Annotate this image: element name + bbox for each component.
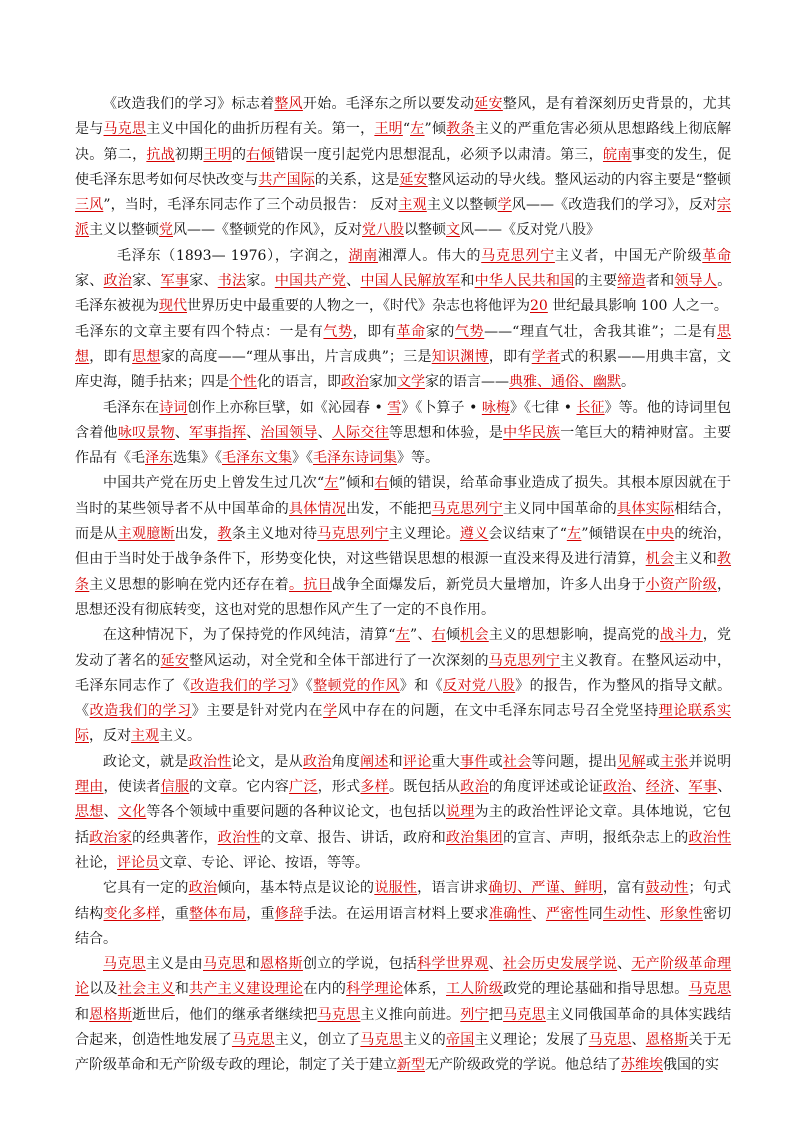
- keyword-link[interactable]: 左: [324, 475, 339, 492]
- text-run: 体系，: [403, 981, 447, 998]
- keyword-link[interactable]: 马克思: [317, 1006, 361, 1023]
- text-run: ，重: [246, 905, 275, 922]
- keyword-link[interactable]: 新型: [397, 1057, 425, 1074]
- keyword-link[interactable]: 鼓动性: [645, 880, 689, 897]
- keyword-link[interactable]: 政治性: [688, 829, 732, 846]
- keyword-link[interactable]: 恩格斯: [260, 956, 303, 973]
- keyword-link[interactable]: 学: [323, 703, 338, 720]
- text-run: 风中存在的问题，在文中毛泽东同志号召全党坚持: [337, 703, 659, 720]
- text-run: 》主要是针对党内在: [191, 703, 324, 720]
- keyword-link[interactable]: 教条: [75, 551, 732, 593]
- keyword-link[interactable]: 改造我们的学习: [89, 703, 192, 720]
- keyword-link[interactable]: 右: [374, 475, 389, 492]
- text-run: 逝世后，他们的继承者继续把: [132, 1006, 318, 1023]
- paragraph-5: [75, 471, 731, 623]
- keyword-link[interactable]: 主观: [131, 728, 159, 745]
- keyword-link[interactable]: 泽东: [145, 450, 173, 467]
- text-run: 事变的发生，促使毛泽东思考如何尽快改变与: [75, 146, 732, 188]
- text-run: 》等。他的诗词里包含着他: [75, 399, 732, 441]
- text-run: 以整顿: [404, 222, 446, 239]
- paragraph-1: [75, 92, 731, 244]
- keyword-link[interactable]: 政治集团: [445, 829, 504, 846]
- keyword-link[interactable]: 气势: [454, 323, 485, 340]
- text-run: 的主要: [574, 273, 618, 290]
- keyword-link[interactable]: 书法: [217, 273, 247, 290]
- keyword-link[interactable]: 理论联系实际: [75, 703, 732, 745]
- text-run: 主义中国化的曲折历程有关。第一，: [146, 121, 375, 138]
- keyword-link[interactable]: 说理: [445, 804, 475, 821]
- text-run: 无产阶级政党的学说。他总结了: [425, 1057, 621, 1074]
- keyword-link[interactable]: 中国共产党: [274, 273, 347, 290]
- text-run: 家加: [369, 374, 397, 391]
- text-run: 、: [531, 905, 546, 922]
- keyword-link[interactable]: 整风: [274, 96, 303, 112]
- keyword-link[interactable]: 领导人: [674, 273, 718, 290]
- keyword-link[interactable]: 现代: [159, 298, 187, 315]
- text-run: 。既包括从: [388, 779, 461, 796]
- keyword-link[interactable]: 事件: [460, 753, 489, 770]
- text-run: 出发，: [174, 526, 218, 543]
- text-run: 、: [645, 905, 661, 922]
- text-run: ，使读者: [103, 779, 161, 796]
- keyword-link[interactable]: 。抗日: [289, 576, 332, 593]
- keyword-link[interactable]: 马克思: [103, 121, 147, 138]
- keyword-link[interactable]: 中国人民解放军: [360, 273, 461, 290]
- text-run: 主义的: [403, 1031, 446, 1048]
- text-run: 、: [346, 273, 361, 290]
- keyword-link[interactable]: 知识渊博: [431, 348, 489, 365]
- text-run: 出发，不能把: [346, 500, 432, 517]
- keyword-link[interactable]: 咏叹景物: [117, 424, 175, 441]
- text-run: 家、: [132, 273, 161, 290]
- text-run: 论文，是从: [231, 753, 303, 770]
- paragraph-9: [75, 952, 731, 1078]
- keyword-link[interactable]: 改造我们的学习: [190, 677, 292, 694]
- keyword-link[interactable]: 思想: [132, 348, 161, 365]
- keyword-link[interactable]: 评论员: [117, 854, 159, 871]
- text-run: 中国共产党在历史上曾发生过几次“: [103, 475, 325, 492]
- keyword-link[interactable]: 理由: [75, 779, 104, 796]
- text-run: 》《卜算子 •: [401, 399, 482, 416]
- keyword-link[interactable]: 反对党八股: [443, 677, 516, 694]
- text-run: 的文章。它内容: [189, 779, 290, 796]
- keyword-link[interactable]: 军事: [688, 779, 718, 796]
- text-run: 为主的政治性评论文章。具体地说，它包括: [75, 804, 732, 846]
- keyword-link[interactable]: 王明: [203, 146, 232, 163]
- text-run: 等思想和体验，是: [388, 424, 504, 441]
- keyword-link[interactable]: 主观: [398, 197, 427, 214]
- keyword-link[interactable]: 说服性: [374, 880, 418, 897]
- text-run: 并说明: [688, 753, 732, 770]
- keyword-link[interactable]: 马克思: [202, 956, 246, 973]
- text-run: 主义以整顿: [426, 197, 498, 214]
- keyword-link[interactable]: 中央: [645, 526, 675, 543]
- text-run: 、: [631, 779, 646, 796]
- keyword-link[interactable]: 社会历史发展学说: [502, 956, 618, 973]
- text-run: 世纪最具影响 100 人之一。: [547, 298, 728, 315]
- text-run: 或: [488, 753, 503, 770]
- keyword-link[interactable]: 马克思: [503, 1006, 546, 1023]
- keyword-link[interactable]: 变化多样: [103, 905, 161, 922]
- text-run: 一笔巨大的精神财富。主要作品有《毛: [75, 424, 732, 467]
- text-run: 选集》《: [173, 450, 222, 467]
- text-run: 者和: [645, 273, 675, 290]
- keyword-link[interactable]: 信服: [160, 779, 190, 796]
- keyword-link[interactable]: 右倾: [246, 146, 275, 163]
- keyword-link[interactable]: 马克思列宁: [431, 500, 504, 517]
- keyword-link[interactable]: 咏梅: [481, 399, 510, 416]
- keyword-link[interactable]: 政治: [103, 273, 133, 290]
- text-run: “: [402, 121, 411, 138]
- text-run: ”、: [410, 627, 432, 644]
- text-run: ，即有: [89, 348, 133, 365]
- text-run: 手法。在运用语言材料上要求: [303, 905, 489, 922]
- text-run: 社论，: [75, 854, 117, 871]
- keyword-link[interactable]: 军事: [160, 273, 190, 290]
- text-run: 等问题，提出: [531, 753, 618, 770]
- keyword-link[interactable]: 社会: [502, 753, 532, 770]
- keyword-link[interactable]: 准确性: [488, 905, 532, 922]
- text-run: 整风，是有着深刻历史背景的，尤其是与: [75, 96, 732, 138]
- keyword-link[interactable]: 科学理论: [346, 981, 404, 998]
- keyword-link[interactable]: 形象性: [660, 905, 703, 922]
- text-run: 主义推向前进。: [360, 1006, 461, 1023]
- text-run: 》《: [292, 450, 313, 467]
- text-run: 关于无产阶级革命和无产阶级专政的理论，制定了关于建立: [75, 1031, 732, 1074]
- keyword-link[interactable]: 湖南: [348, 247, 379, 264]
- keyword-link[interactable]: 具体情况: [289, 500, 347, 517]
- keyword-link[interactable]: 毛泽东文集: [222, 450, 292, 467]
- text-run: 》的报告，作为整风的指导文献。《: [75, 677, 732, 720]
- text-run: ”倾: [424, 121, 447, 138]
- keyword-link[interactable]: 气势: [323, 323, 353, 340]
- text-run: 把: [488, 1006, 504, 1023]
- text-run: 风——《反对党八股》: [460, 222, 600, 239]
- text-run: 开始。毛泽东之所以要发动: [302, 96, 475, 112]
- text-run: 、: [631, 1031, 646, 1048]
- text-run: 和: [388, 753, 403, 770]
- text-run: 倾的错误，给革命事业造成了损失。其根本原因就在于当时的某些领导者不从中国革命的: [75, 475, 731, 517]
- keyword-link[interactable]: 长征: [576, 399, 605, 416]
- text-run: 、: [488, 956, 503, 973]
- paragraph-6: [75, 623, 731, 749]
- keyword-link[interactable]: 列宁: [460, 1006, 489, 1023]
- text-run: 式的积累——用典丰富，文库史海，随手拈来；四是: [75, 348, 732, 391]
- keyword-link[interactable]: 见解: [617, 753, 646, 770]
- keyword-link[interactable]: 政治性: [217, 829, 261, 846]
- paragraph-7: [75, 750, 731, 876]
- text-run: 、: [717, 779, 732, 796]
- text-run: 和: [460, 273, 475, 290]
- text-run: 、: [246, 424, 261, 441]
- text-run: 风——《改造我们的学习》，反对: [511, 197, 718, 214]
- keyword-link[interactable]: 延安: [399, 171, 428, 188]
- keyword-link[interactable]: 皖南: [602, 146, 632, 163]
- text-run: 主义，创立了: [274, 1031, 361, 1048]
- text-run: 创立的学说，包括: [302, 956, 418, 973]
- text-run: 》《: [291, 677, 314, 694]
- text-run: ，即有: [352, 323, 397, 340]
- keyword-link[interactable]: 恩格斯: [645, 1031, 689, 1048]
- text-run: 、: [674, 779, 689, 796]
- keyword-link[interactable]: 主观臆断: [117, 526, 175, 543]
- text-run: 。: [621, 374, 635, 391]
- text-run: 。毛泽东被视为: [75, 273, 732, 315]
- text-run: 家、: [75, 273, 104, 290]
- text-run: 《改造我们的学习》标志着: [103, 96, 275, 112]
- keyword-link[interactable]: 毛泽东诗词集: [313, 450, 397, 467]
- keyword-link[interactable]: 机会: [460, 627, 489, 644]
- keyword-link[interactable]: 战斗力: [659, 627, 703, 644]
- keyword-link[interactable]: 左: [410, 121, 425, 138]
- text-run: 主义的思想影响，提高党的: [488, 627, 660, 644]
- text-run: 等各个领域中重要问题的各种议论文，也包括以: [146, 804, 446, 821]
- text-run: 毛泽东（1893— 1976），字润之，: [117, 247, 349, 264]
- keyword-link[interactable]: 右: [431, 627, 446, 644]
- keyword-link[interactable]: 政治: [302, 753, 332, 770]
- text-run: ，反对: [89, 728, 131, 745]
- text-run: 、: [174, 424, 190, 441]
- keyword-link[interactable]: 三风: [75, 197, 104, 214]
- text-run: ——“理直气壮，舍我其谁”；二是有: [484, 323, 718, 340]
- text-run: 主义教育。在整风运动中，毛泽东同志作了《: [75, 652, 732, 694]
- text-run: 政党的理论基础和指导思想。: [503, 981, 689, 998]
- keyword-link[interactable]: 遵义: [459, 526, 489, 543]
- keyword-link[interactable]: 军事指挥: [189, 424, 247, 441]
- keyword-link[interactable]: 苏维埃: [621, 1057, 663, 1074]
- text-run: 相结合，而是从: [75, 500, 732, 543]
- keyword-link[interactable]: 思想: [75, 323, 732, 365]
- text-run: 文章、专论、评论、按语，等等。: [159, 854, 369, 871]
- text-run: 、: [317, 424, 332, 441]
- keyword-link[interactable]: 经济: [645, 779, 675, 796]
- text-run: 主义同俄国革命的具体实践结合起来，创造性地发展了: [75, 1006, 732, 1048]
- text-run: 角度: [331, 753, 361, 770]
- text-run: 、: [617, 956, 632, 973]
- keyword-link[interactable]: 马克思: [588, 1031, 632, 1048]
- keyword-link[interactable]: 人际交往: [331, 424, 389, 441]
- keyword-link[interactable]: 学: [497, 197, 512, 214]
- keyword-link[interactable]: 宗派: [75, 197, 732, 239]
- keyword-link[interactable]: 共产国际: [258, 171, 315, 188]
- text-run: 化的语言，即: [257, 374, 341, 391]
- text-run: 风——《整顿党的作风》，反对: [173, 222, 362, 239]
- keyword-link[interactable]: 政治: [602, 779, 632, 796]
- text-run: ”，当时，毛泽东同志作了三个动员报告： 反对: [103, 197, 399, 214]
- text-run: 初期: [174, 146, 204, 163]
- keyword-link[interactable]: 政治家: [89, 829, 133, 846]
- text-run: 和: [245, 956, 261, 973]
- text-run: 倾向，基本特点是议论的: [217, 880, 375, 897]
- text-run: ”倾错误在: [581, 526, 646, 543]
- text-run: 主义思想的影响在党内还存在着: [89, 576, 290, 593]
- text-run: 家。: [246, 273, 275, 290]
- keyword-link[interactable]: 马克思列宁: [317, 526, 389, 543]
- keyword-link[interactable]: 延安: [160, 652, 190, 669]
- keyword-link[interactable]: 雪: [387, 399, 402, 416]
- keyword-link[interactable]: 中华民族: [503, 424, 561, 441]
- keyword-link[interactable]: 共产主义建设理论: [189, 981, 304, 998]
- text-run: 家的高度——“理从事出，片言成典”；三是: [160, 348, 432, 365]
- text-run: 同: [588, 905, 603, 922]
- text-run: 的: [231, 146, 247, 163]
- text-run: ”倾和: [338, 475, 375, 492]
- text-run: 或: [645, 753, 660, 770]
- keyword-link[interactable]: 诗词: [159, 399, 188, 416]
- keyword-link[interactable]: 马克思: [688, 981, 732, 998]
- text-run: 的宣言、声明，报纸杂志上的: [503, 829, 689, 846]
- text-run: 世界历史中最重要的人物之一，《时代》杂志也将他评为: [187, 298, 530, 315]
- text-run: 以及: [89, 981, 118, 998]
- text-run: 和: [174, 981, 190, 998]
- keyword-link[interactable]: 缔造: [617, 273, 646, 290]
- text-run: 主义的严重危害必须从思想路线上彻底解决。第二，: [75, 121, 732, 163]
- text-run: 的统治，但由于当时处于战争条件下，形势变化快，对这些错误思想的根源一直没来得及进行清算，: [75, 526, 732, 568]
- text-run: ，富有: [602, 880, 646, 897]
- keyword-link[interactable]: 文: [446, 222, 460, 239]
- text-run: 家的: [425, 323, 455, 340]
- keyword-link[interactable]: 王明: [374, 121, 403, 138]
- text-run: ，语言讲求: [417, 880, 489, 897]
- text-run: 会议结束了“: [488, 526, 567, 543]
- text-run: 》《七律 •: [509, 399, 577, 416]
- keyword-link[interactable]: 整体布局: [189, 905, 247, 922]
- keyword-link[interactable]: 马克思列宁: [488, 652, 561, 669]
- keyword-link[interactable]: 左: [566, 526, 582, 543]
- keyword-link[interactable]: 中华人民共和国: [474, 273, 575, 290]
- keyword-link[interactable]: 恩格斯: [89, 1006, 133, 1023]
- text-run: 家的语言——: [425, 374, 509, 391]
- text-run: 湘潭人。伟大的: [378, 247, 482, 264]
- document-body: [75, 92, 731, 1079]
- text-run: 俄国的实: [663, 1057, 719, 1074]
- keyword-link[interactable]: 左: [395, 627, 410, 644]
- keyword-link[interactable]: 党: [159, 222, 173, 239]
- text-run: ，思想还没有彻底转变，这也对党的思想作风产生了一定的不良作用。: [75, 576, 732, 618]
- keyword-link[interactable]: 评论: [402, 753, 432, 770]
- keyword-link[interactable]: 延安: [474, 96, 503, 112]
- keyword-link[interactable]: 个性: [229, 374, 257, 391]
- text-run: 和: [75, 1006, 90, 1023]
- text-run: 的文章、报告、讲话，政府和: [260, 829, 446, 846]
- paragraph-2: [75, 244, 731, 320]
- keyword-link[interactable]: 多样: [360, 779, 389, 796]
- text-run: 整风运动的导火线。整风运动的内容主要是“整顿: [427, 171, 732, 188]
- text-run: 毛泽东在: [103, 399, 160, 416]
- keyword-link[interactable]: 整顿党的作风: [313, 677, 400, 694]
- text-run: 整风运动，对全党和全体干部进行了一次深刻的: [189, 652, 489, 669]
- keyword-link[interactable]: 马克思列宁: [481, 247, 555, 264]
- paragraph-4: [75, 396, 731, 472]
- text-run: 在这种情况下，为了保持党的作风纯洁，清算“: [103, 627, 396, 644]
- keyword-link[interactable]: 帝国: [445, 1031, 475, 1048]
- text-run: 家、: [189, 273, 218, 290]
- keyword-link[interactable]: 文学: [397, 374, 425, 391]
- keyword-link[interactable]: 治国领导: [260, 424, 318, 441]
- keyword-link[interactable]: 修辞: [274, 905, 304, 922]
- text-run: ，党发动了著名的: [75, 627, 732, 669]
- text-run: 政论文，就是: [103, 753, 189, 770]
- keyword-link[interactable]: 抗战: [146, 146, 175, 163]
- text-run: 错误一度引起党内思想混乱，必须予以肃清。第三，: [274, 146, 603, 163]
- text-run: 主义是由: [145, 956, 203, 973]
- keyword-link[interactable]: 政治: [341, 374, 369, 391]
- paragraph-3: [75, 320, 731, 396]
- keyword-link[interactable]: 政治: [188, 880, 218, 897]
- keyword-link[interactable]: 机会: [645, 551, 675, 568]
- keyword-link[interactable]: 革命: [702, 247, 732, 264]
- keyword-link[interactable]: 小资产阶级: [645, 576, 718, 593]
- text-run: 战争全面爆发后，新党员大量增加，许多人出身于: [331, 576, 646, 593]
- keyword-link[interactable]: 严密性: [545, 905, 589, 922]
- keyword-link[interactable]: 典雅、通俗、幽默: [509, 374, 621, 391]
- text-run: 倾: [445, 627, 461, 644]
- text-run: 创作上亦称巨擘，如《沁园春 •: [187, 399, 388, 416]
- text-run: 条主义地对待: [231, 526, 318, 543]
- text-run: 主义理论。: [388, 526, 460, 543]
- text-run: 密切结合。: [75, 905, 732, 947]
- text-run: ，即有: [488, 348, 532, 365]
- text-run: 主义和: [674, 551, 718, 568]
- keyword-link[interactable]: 20: [530, 298, 548, 315]
- keyword-link[interactable]: 社会主义: [117, 981, 175, 998]
- text-run: 在内的: [303, 981, 347, 998]
- text-run: ，重: [160, 905, 190, 922]
- keyword-link[interactable]: 主张: [659, 753, 689, 770]
- text-run: 的经典著作，: [132, 829, 218, 846]
- keyword-link[interactable]: 思想: [75, 804, 104, 821]
- text-run: 毛泽东的文章主要有四个特点：一是有: [75, 323, 324, 340]
- text-run: 主义同中国革命的: [503, 500, 618, 517]
- keyword-link[interactable]: 无产阶级革命理论: [75, 956, 732, 998]
- text-run: 、: [103, 804, 118, 821]
- text-run: 重大: [431, 753, 461, 770]
- keyword-link[interactable]: 确切、严谨、鲜明: [488, 880, 603, 897]
- text-run: ；句式结构: [75, 880, 732, 922]
- keyword-link[interactable]: 马克思: [231, 1031, 275, 1048]
- keyword-link[interactable]: 工人阶级: [446, 981, 504, 998]
- text-run: 的关系，这是: [314, 171, 400, 188]
- keyword-link[interactable]: 马克思: [103, 956, 146, 973]
- keyword-link[interactable]: 教条: [446, 121, 475, 138]
- text-run: 的角度评述或论证: [488, 779, 603, 796]
- keyword-link[interactable]: 革命: [396, 323, 426, 340]
- keyword-link[interactable]: 科学世界观: [417, 956, 489, 973]
- text-run: 主义理论；发展了: [474, 1031, 589, 1048]
- keyword-link[interactable]: 教: [217, 526, 232, 543]
- keyword-link[interactable]: 政治性: [188, 753, 232, 770]
- text-run: 主义者，中国无产阶级: [554, 247, 703, 264]
- keyword-link[interactable]: 学者: [531, 348, 561, 365]
- text-run: ，形式: [317, 779, 361, 796]
- keyword-link[interactable]: 广泛: [289, 779, 318, 796]
- text-run: 它具有一定的: [103, 880, 189, 897]
- text-run: 主义。: [159, 728, 201, 745]
- text-run: 》等。: [397, 450, 439, 467]
- text-run: 》和《: [399, 677, 444, 694]
- keyword-link[interactable]: 具体实际: [617, 500, 675, 517]
- keyword-link[interactable]: 政治: [460, 779, 489, 796]
- keyword-link[interactable]: 党八股: [362, 222, 404, 239]
- text-run: 主义以整顿: [89, 222, 159, 239]
- keyword-link[interactable]: 文化: [117, 804, 147, 821]
- keyword-link[interactable]: 生动性: [603, 905, 646, 922]
- keyword-link[interactable]: 阐述: [360, 753, 389, 770]
- paragraph-8: [75, 876, 731, 952]
- keyword-link[interactable]: 马克思: [360, 1031, 404, 1048]
